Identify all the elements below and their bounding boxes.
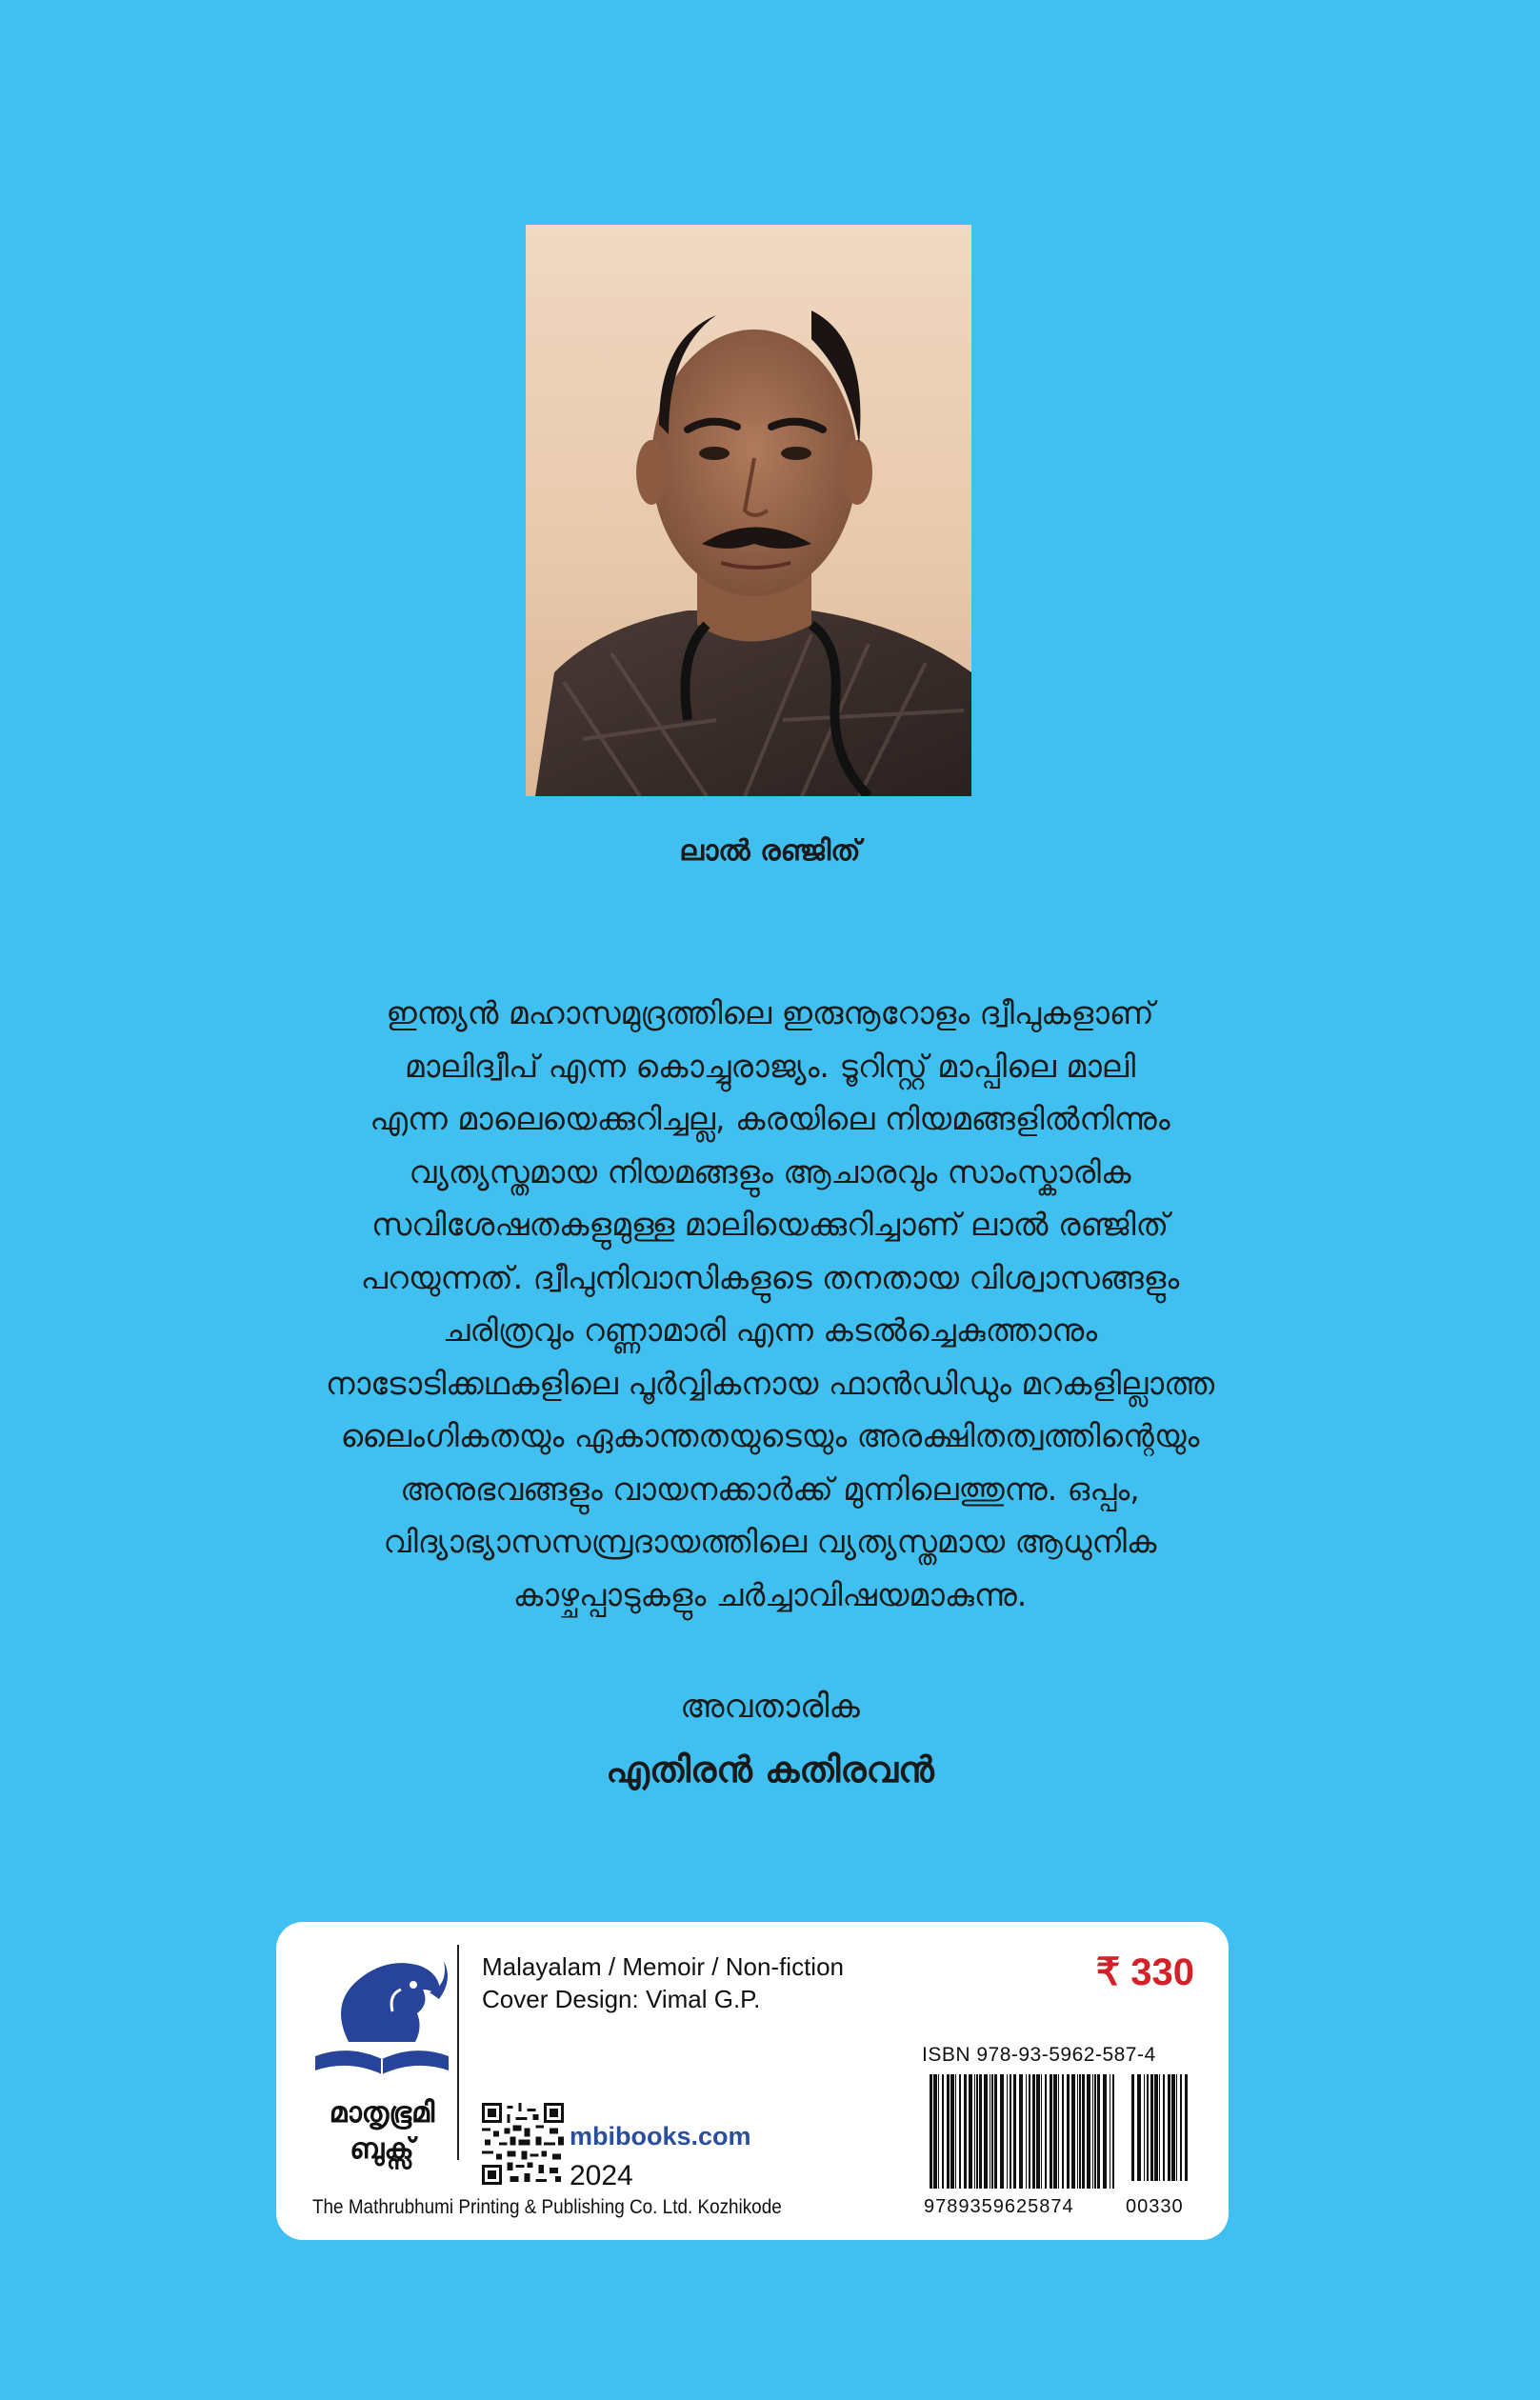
blurb-line: നാടോടിക്കഥകളിലെ പൂർവ്വികനായ ഫാൻഡിഡും മറകളില്ലാത്ത	[325, 1364, 1215, 1402]
introduction-label: അവതാരിക	[680, 1688, 860, 1726]
blurb-line: പറയുന്നത്. ദ്വീപുനിവാസികളുടെ തനതായ വിശ്വാസങ്ങളും	[360, 1258, 1180, 1296]
blurb-line: എന്ന മാലെയെക്കുറിച്ചല്ല, കരയിലെ നിയമങ്ങളിൽനിന്നും	[370, 1100, 1170, 1137]
elephant-book-logo-icon	[310, 1947, 453, 2090]
publisher-logo-text	[310, 2095, 453, 2168]
blurb-line: കാഴ്ചപ്പാടുകളും ചർച്ചാവിഷയമാകുന്നു.	[512, 1575, 1028, 1613]
blurb-line: വിദ്യാഭ്യാസസമ്പ്രദായത്തിലെ വ്യത്യസ്തമായ ആധുനിക	[383, 1523, 1157, 1560]
publisher-website: mbibooks.com	[570, 2122, 751, 2150]
author-name: ലാൽ രഞ്ജിത്	[679, 834, 861, 868]
blurb-line: ചരിത്രവും റണ്ണാമാരി എന്ന കടൽച്ചെകുത്താനും	[442, 1311, 1098, 1349]
author-portrait-illustration	[526, 225, 971, 796]
publisher-name: The Mathrubhumi Printing & Publishing Co. Ltd. Kozhikode	[312, 2196, 782, 2218]
isbn-barcode	[930, 2074, 1192, 2189]
barcode-main-digits: 9789359625874	[924, 2196, 1074, 2217]
logo-text-line: മാതൃഭൂമി	[329, 2096, 435, 2130]
blurb-line: സവിശേഷതകളുമുള്ള മാലിയെക്കുറിച്ചാണ് ലാൽ രഞ്ജിത്	[370, 1206, 1170, 1243]
publication-year: 2024	[570, 2160, 633, 2191]
blurb-line: മാലിദ്വീപ് എന്ന കൊച്ചുരാജ്യം. ടൂറിസ്റ്റ് മാപ്പിലെ മാലി	[404, 1047, 1136, 1085]
cover-design-credit: Cover Design: Vimal G.P.	[482, 1985, 761, 2013]
isbn-number: ISBN 978-93-5962-587-4	[922, 2044, 1156, 2066]
blurb-line: വ്യത്യസ്തമായ നിയമങ്ങളും ആചാരവും സാംസ്കാരിക	[409, 1152, 1131, 1190]
qr-code-icon	[482, 2103, 564, 2185]
vertical-divider	[457, 1945, 459, 2160]
author-photo	[526, 225, 971, 796]
introduction-author: എതിരൻ കതിരവൻ	[606, 1749, 934, 1790]
blurb-line: ഇന്ത്യൻ മഹാസമുദ്രത്തിലെ ഇരുനൂറോളം ദ്വീപുകളാണ്	[386, 994, 1154, 1031]
book-blurb	[190, 987, 1350, 1621]
blurb-line: ലൈംഗികതയും ഏകാന്തതയുടെയും അരക്ഷിതത്വത്തിന്റെയും	[340, 1417, 1200, 1454]
barcode-addon-digits: 00330	[1126, 2196, 1184, 2217]
book-category: Malayalam / Memoir / Non-fiction	[482, 1952, 844, 1981]
book-meta	[482, 1950, 844, 2015]
book-price: ₹ 330	[1095, 1951, 1194, 1993]
logo-text-line: ബുക്സ്	[350, 2132, 414, 2166]
blurb-line: അനുഭവങ്ങളും വായനക്കാർക്ക് മുന്നിലെത്തുന്നു. ഒപ്പം,	[400, 1470, 1140, 1508]
publisher-info-box	[276, 1922, 1229, 2240]
